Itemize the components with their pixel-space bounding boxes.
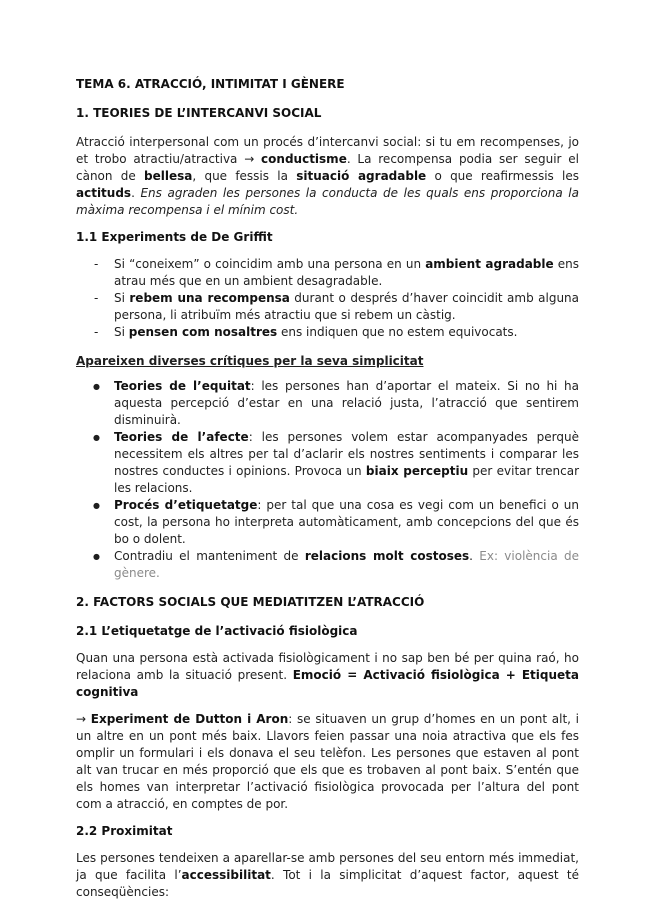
text-run: . La recompensa podia ser seguir el cànon de bbox=[76, 152, 579, 183]
text-run: . Tot i la simplicitat d’aquest factor, aquest té conseqüències: bbox=[76, 868, 579, 899]
section-2-heading: 2. FACTORS SOCIALS QUE MEDIATITZEN L’ATRACCIÓ bbox=[76, 595, 425, 609]
formula-text: Emoció = Activació fisiològica + Etiqueta cognitiva bbox=[76, 668, 579, 699]
bold-term: Teories de l’equitat bbox=[114, 379, 251, 393]
list-item bbox=[76, 256, 579, 290]
bold-term: biaix perceptiu bbox=[365, 464, 469, 478]
bold-term: Procés d’etiquetatge bbox=[114, 498, 258, 512]
dutton-aron-paragraph bbox=[76, 711, 579, 813]
example-note: Ex: violència de gènere. bbox=[114, 549, 579, 580]
bold-term: situació agradable bbox=[296, 169, 427, 183]
text-run: ens indiquen que no estem equivocats. bbox=[277, 325, 518, 339]
text-run: : les persones han d’aportar el mateix. Si no hi ha aquesta percepció d’estar en una relació justa, l’atracció que sentirem disminuirà. bbox=[114, 379, 579, 427]
text-run: Les persones tendeixen a aparellar-se amb persones del seu entorn més immediat, ja que facilita l’ bbox=[76, 851, 579, 882]
activation-paragraph bbox=[76, 650, 579, 701]
text-run: : per tal que una cosa es vegi com un benefici o un cost, la persona ho interpreta automàticament, amb concepcions del que és bo o dolent. bbox=[114, 498, 579, 546]
list-item bbox=[76, 324, 579, 341]
text-run: durant o després d’haver coincidit amb alguna persona, li atribuïm més atractiu que si rebem un càstig. bbox=[114, 291, 580, 322]
critiques-heading: Apareixen diverses crítiques per la seva simplicitat bbox=[76, 354, 424, 368]
bold-term: conductisme bbox=[261, 152, 347, 166]
text-run: o que reafirmessis les bbox=[426, 169, 580, 183]
italic-text: Ens agraden les persones la conducta de les quals ens proporciona la màxima recompensa i el mínim cost. bbox=[76, 186, 579, 217]
subsection-2-1-heading: 2.1 L’etiquetatge de l’activació fisiològica bbox=[76, 624, 358, 638]
bold-term: ambient agradable bbox=[425, 257, 554, 271]
document-title: TEMA 6. ATRACCIÓ, INTIMITAT I GÈNERE bbox=[76, 77, 345, 91]
text-run: Quan una persona està activada fisiològicament i no sap ben bé per quina raó, ho relaciona amb la situació present. bbox=[76, 651, 579, 682]
list-item bbox=[76, 290, 579, 324]
bold-term: Experiment de Dutton i Aron bbox=[90, 712, 289, 726]
proximity-paragraph bbox=[76, 850, 579, 901]
arrow-text: → bbox=[76, 712, 91, 726]
bold-term: relacions molt costoses bbox=[304, 549, 470, 563]
subsection-2-2-heading: 2.2 Proximitat bbox=[76, 824, 173, 838]
text-run: : les persones volem estar acompanyades perquè necessitem els altres per tal d’aclarir els nostres sentiments i comparar les nostres conductes i opinions. Provoca un bbox=[114, 430, 579, 478]
subsection-1-1-heading: 1.1 Experiments de De Griffit bbox=[76, 230, 273, 244]
bold-term: actituds bbox=[76, 186, 132, 200]
list-item bbox=[76, 429, 579, 497]
text-run: Atracció interpersonal com un procés d’intercanvi social: si tu em recompenses, jo et trobo atractiu/atractiva → bbox=[76, 135, 579, 166]
bold-term: pensen com nosaltres bbox=[128, 325, 278, 339]
text-run: Contradiu el manteniment de bbox=[114, 549, 305, 563]
text-run: Si bbox=[114, 325, 129, 339]
text-run: . bbox=[131, 186, 141, 200]
bold-term: accessibilitat bbox=[181, 868, 271, 882]
text-run: . bbox=[469, 549, 480, 563]
text-run: per evitar trencar les relacions. bbox=[114, 464, 580, 495]
list-item bbox=[76, 548, 579, 582]
list-item bbox=[76, 497, 579, 548]
text-run: : se situaven un grup d’homes en un pont alt, i un altre en un pont més baix. Llavors feien passar una noia atractiva que els fes omplir un formulari i els donava el seu telèfon. Les persones que estaven al pont alt van trucar en més proporció que els que es trobaven al pont baix. S’entén que els homes van interpretar l’activació fisiològica provocada per l’altura del pont com a atracció, en comptes de por. bbox=[76, 712, 579, 811]
griffit-list bbox=[76, 256, 579, 341]
text-run: ens atrau més que en un ambient desagradable. bbox=[114, 257, 579, 288]
bold-term: bellesa bbox=[144, 169, 193, 183]
text-run: Si bbox=[114, 291, 130, 305]
bold-term: rebem una recompensa bbox=[129, 291, 290, 305]
critiques-list bbox=[76, 378, 579, 582]
list-item bbox=[76, 378, 579, 429]
section-1-heading: 1. TEORIES DE L’INTERCANVI SOCIAL bbox=[76, 106, 322, 120]
text-run: , que fessis la bbox=[192, 169, 297, 183]
text-run: Si “coneixem” o coincidim amb una persona en un bbox=[114, 257, 426, 271]
section-1-intro-paragraph bbox=[76, 134, 579, 219]
bold-term: Teories de l’afecte bbox=[114, 430, 249, 444]
